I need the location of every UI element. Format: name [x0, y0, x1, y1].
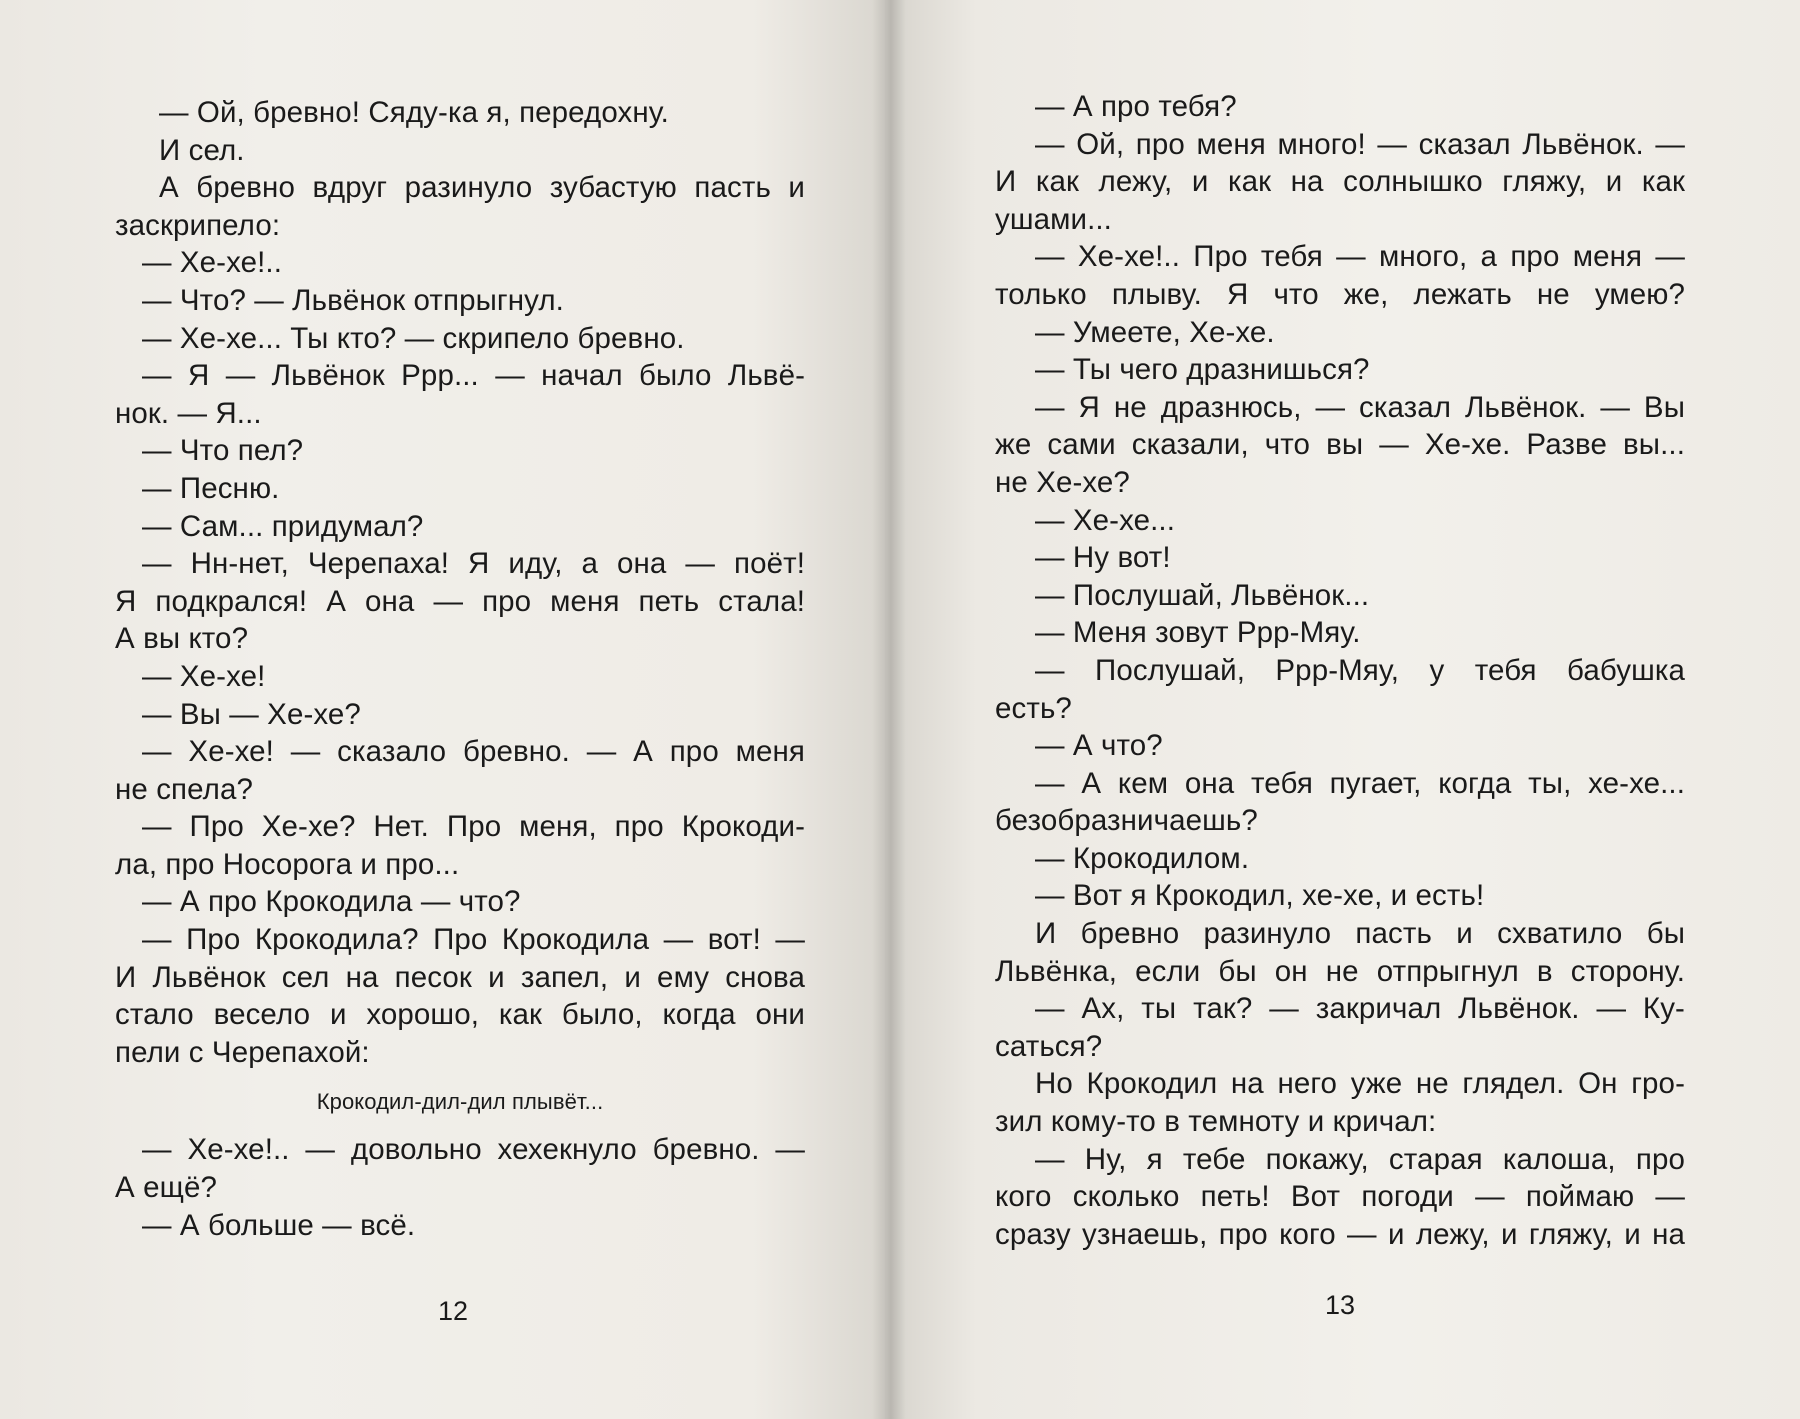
text-line: ла, про Носорога и про...: [115, 847, 460, 881]
text-line: — Ой, про меня много! — сказал Львёнок. —: [1035, 127, 1685, 161]
text-line: не Хе-хе?: [995, 465, 1130, 499]
text-line: — Хе-хе! — сказало бревно. — А про меня: [142, 735, 805, 769]
text-line: Я подкрался! А она — про меня петь стала!: [115, 584, 805, 618]
text-line: — Что пел?: [142, 434, 304, 468]
right-page: [885, 0, 1800, 1419]
text-line: — Крокодилом.: [1035, 841, 1250, 875]
text-line: А бревно вдруг разинуло зубастую пасть и: [159, 171, 805, 205]
text-line: — А кем она тебя пугает, когда ты, хе-хе...: [1035, 766, 1685, 800]
text-line: заскрипело:: [115, 208, 281, 242]
text-line: — Меня зовут Ррр-Мяу.: [1035, 616, 1361, 650]
text-line: стало весело и хорошо, как было, когда они: [115, 998, 805, 1032]
text-line: — Ну вот!: [1035, 541, 1171, 575]
text-line: нок. — Я...: [115, 396, 262, 430]
text-line: только плыву. Я что же, лежать не умею?: [995, 277, 1685, 311]
text-line: — Хе-хе... Ты кто? — скрипело бревно.: [142, 321, 685, 355]
text-line: — Послушай, Львёнок...: [1035, 578, 1370, 612]
text-line: пели с Черепахой:: [115, 1035, 370, 1069]
text-line: — Вот я Крокодил, хе-хе, и есть!: [1035, 879, 1485, 913]
text-line: сразу узнаешь, про кого — и лежу, и гляжу, и на: [995, 1217, 1685, 1251]
text-line: — Хе-хе!.. — довольно хехекнуло бревно. —: [142, 1133, 805, 1167]
text-line: Но Крокодил на него уже не глядел. Он гро-: [1035, 1067, 1685, 1101]
right-page-text: [995, 88, 1685, 1253]
text-line: — Умеете, Хе-хе.: [1035, 315, 1275, 349]
text-line: А вы кто?: [115, 622, 249, 656]
text-line: — Про Хе-хе? Нет. Про меня, про Крокоди-: [142, 810, 805, 844]
text-line: — Ну, я тебе покажу, старая калоша, про: [1035, 1142, 1685, 1176]
text-line: — Хе-хе...: [1035, 503, 1176, 537]
text-line: — А больше — всё.: [142, 1208, 416, 1242]
text-line: Львёнка, если бы он не отпрыгнул в сторону.: [995, 954, 1685, 988]
text-line: — Хе-хе!.. Про тебя — много, а про меня —: [1035, 240, 1685, 274]
text-line: — А про Крокодила — что?: [142, 885, 521, 919]
text-line: — А что?: [1035, 729, 1163, 763]
text-line: — Сам... придумал?: [142, 509, 424, 543]
text-line: — Песню.: [142, 471, 280, 505]
text-line: — Вы — Хе-хе?: [142, 697, 361, 731]
text-line: И бревно разинуло пасть и схватило бы: [1035, 917, 1685, 951]
text-line: не спела?: [115, 772, 253, 806]
song-line: Крокодил-дил-дил плывёт...: [316, 1089, 604, 1115]
text-line: саться?: [995, 1029, 1103, 1063]
text-line: И Львёнок сел на песок и запел, и ему снова: [115, 960, 805, 994]
left-page: [0, 0, 885, 1419]
text-line: — Нн-нет, Черепаха! Я иду, а она — поёт!: [142, 547, 805, 581]
text-line: — Я — Львёнок Ррр... — начал было Львё-: [142, 359, 805, 393]
text-line: — Хе-хе!..: [142, 246, 283, 280]
text-line: — Хе-хе!: [142, 659, 266, 693]
page-number: 13: [1325, 1290, 1356, 1320]
text-line: — Я не дразнюсь, — сказал Львёнок. — Вы: [1035, 390, 1685, 424]
text-line: — Ой, бревно! Сяду-ка я, передохну.: [159, 96, 669, 129]
text-line: — Ты чего дразнишься?: [1035, 353, 1370, 387]
page-number: 12: [438, 1296, 469, 1326]
text-line: безобразничаешь?: [995, 804, 1258, 838]
text-line: зил кому-то в темноту и кричал:: [995, 1105, 1437, 1139]
text-line: И сел.: [159, 133, 245, 167]
text-line: есть?: [995, 691, 1072, 725]
text-line: же сами сказали, что вы — Хе-хе. Разве вы...: [995, 428, 1685, 462]
text-line: И как лежу, и как на солнышко гляжу, и как: [995, 165, 1685, 199]
text-line: — А про тебя?: [1035, 90, 1237, 123]
text-line: кого сколько петь! Вот погоди — поймаю —: [995, 1180, 1685, 1214]
text-line: А ещё?: [115, 1171, 217, 1205]
text-line: — Про Крокодила? Про Крокодила — вот! —: [142, 923, 805, 957]
text-line: — Послушай, Ррр-Мяу, у тебя бабушка: [1035, 653, 1685, 687]
text-line: — Что? — Львёнок отпрыгнул.: [142, 283, 564, 317]
text-line: ушами...: [995, 202, 1112, 236]
text-line: — Ах, ты так? — закричал Львёнок. — Ку-: [1035, 992, 1685, 1026]
left-page-text: [115, 94, 805, 1244]
